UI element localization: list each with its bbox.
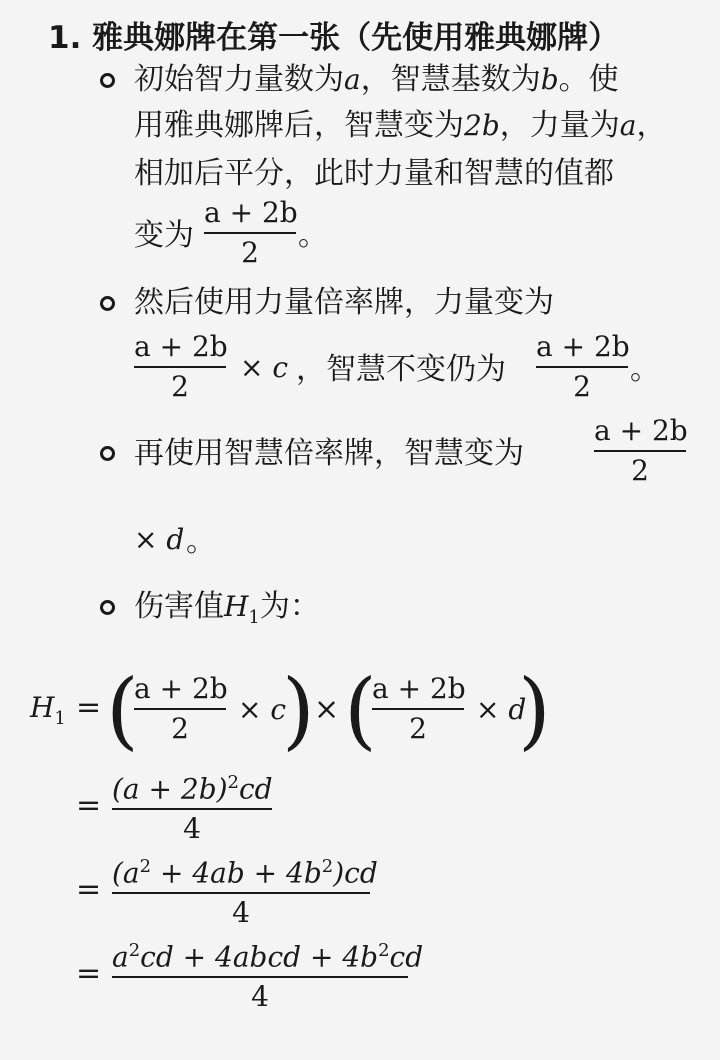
- math-var: H: [30, 691, 55, 724]
- bullet3-end: 。: [186, 524, 216, 559]
- bullet4-line: [134, 585, 320, 640]
- fraction-denominator: 2: [573, 370, 591, 403]
- fraction: [112, 766, 272, 846]
- text-span: ，: [636, 108, 667, 143]
- fraction-numerator: a + 2b: [134, 330, 228, 363]
- fraction-denominator: 2: [409, 712, 427, 745]
- fraction-denominator: 4: [232, 896, 250, 930]
- times-c: [240, 350, 288, 385]
- fraction-bar: [594, 450, 686, 452]
- fraction-bar: [112, 976, 408, 978]
- section-heading: 1. 雅典娜牌在第一张（先使用雅典娜牌）: [48, 20, 620, 56]
- math-expr: cd: [239, 772, 273, 806]
- bullet2-line1: 然后使用力量倍率牌，力量变为: [134, 285, 554, 320]
- fraction-bar: [134, 366, 226, 368]
- math-var: H: [224, 590, 249, 623]
- bullet1-line1: [134, 58, 619, 102]
- bullet-marker: [100, 600, 115, 615]
- times-sign: ×: [314, 692, 340, 727]
- right-paren: ): [518, 661, 551, 759]
- math-expr: × d: [134, 523, 185, 556]
- math-expr: × d: [476, 693, 527, 726]
- bullet3-line1: 再使用智慧倍率牌，智慧变为: [134, 436, 524, 471]
- fraction-denominator: 2: [171, 370, 189, 403]
- fraction-bar: [134, 708, 226, 710]
- fraction-denominator: 4: [183, 812, 201, 846]
- math-expr: (a + 2b): [112, 772, 228, 806]
- text-span: 。使: [558, 62, 619, 97]
- math-var: a: [344, 63, 361, 96]
- bullet2-line2-end: 。: [630, 352, 660, 387]
- bullet2-line2-mid: ，智慧不变仍为: [296, 352, 506, 387]
- math-expr: × c: [240, 351, 289, 384]
- fraction-bar: [536, 366, 628, 368]
- bullet-marker: [100, 296, 115, 311]
- fraction-bar: [204, 232, 296, 234]
- fraction-numerator: a + 2b: [594, 414, 688, 447]
- bullet1-line3: 相加后平分，此时力量和智慧的值都: [134, 156, 614, 191]
- fraction-numerator: a + 2b: [204, 196, 298, 229]
- equals-sign: =: [76, 872, 102, 907]
- text-span: ，力量为: [499, 108, 620, 143]
- math-expr: + 4ab + 4b: [151, 856, 322, 890]
- times-c: [238, 692, 286, 727]
- h1-symbol: [30, 690, 66, 729]
- fraction-numerator: a + 2b: [134, 672, 228, 705]
- equals-sign: =: [76, 788, 102, 823]
- fraction-denominator: 2: [631, 454, 649, 487]
- fraction: [134, 330, 226, 404]
- math-expr: a: [112, 940, 129, 974]
- fraction: [134, 672, 226, 746]
- math-expr: cd + 4abcd + 4b: [140, 940, 379, 974]
- text-span: 为：: [259, 589, 320, 624]
- math-var: a: [619, 109, 637, 142]
- bullet1-line4-prefix: 变为: [134, 218, 194, 253]
- fraction-bar: [112, 892, 370, 894]
- equals-sign: =: [76, 956, 102, 991]
- math-sub: 1: [54, 708, 66, 729]
- fraction-numerator: [112, 934, 424, 974]
- math-var: b: [540, 63, 559, 96]
- equals-sign: =: [76, 690, 102, 725]
- math-expr: cd: [389, 940, 424, 974]
- math-sup: 2: [321, 856, 334, 877]
- math-sup: 2: [139, 856, 152, 877]
- fraction: [594, 414, 686, 488]
- math-expr: × c: [238, 693, 287, 726]
- fraction-numerator: a + 2b: [536, 330, 630, 363]
- fraction-bar: [112, 808, 272, 810]
- fraction: [536, 330, 628, 404]
- bullet1-line4-suffix: 。: [298, 218, 328, 253]
- fraction-numerator: a + 2b: [372, 672, 466, 705]
- left-paren: (: [344, 661, 377, 759]
- bullet1-line2: [134, 104, 666, 148]
- fraction-bar: [372, 708, 464, 710]
- text-span: ，智慧基数为: [360, 62, 541, 97]
- text-span: 初始智力量数为: [134, 62, 344, 97]
- math-sup: 2: [227, 772, 239, 793]
- fraction-numerator: [112, 850, 378, 890]
- fraction-denominator: 2: [241, 236, 259, 269]
- text-span: 用雅典娜牌后，智慧变为: [134, 108, 464, 143]
- fraction-denominator: 4: [251, 980, 269, 1014]
- math-var: 2b: [464, 109, 500, 142]
- fraction: [112, 850, 378, 930]
- left-paren: (: [106, 661, 139, 759]
- fraction: [112, 934, 424, 1014]
- math-sub: 1: [248, 607, 260, 628]
- fraction: [204, 196, 296, 270]
- text-span: 伤害值: [134, 589, 224, 624]
- fraction-numerator: [112, 766, 272, 806]
- bullet-marker: [100, 73, 115, 88]
- math-sup: 2: [378, 940, 390, 961]
- math-expr: )cd: [333, 856, 378, 890]
- fraction-denominator: 2: [171, 712, 189, 745]
- bullet-marker: [100, 446, 115, 461]
- math-sup: 2: [128, 940, 141, 961]
- fraction: [372, 672, 464, 746]
- times-d: [134, 522, 184, 557]
- right-paren: ): [282, 661, 315, 759]
- math-expr: (a: [112, 856, 140, 890]
